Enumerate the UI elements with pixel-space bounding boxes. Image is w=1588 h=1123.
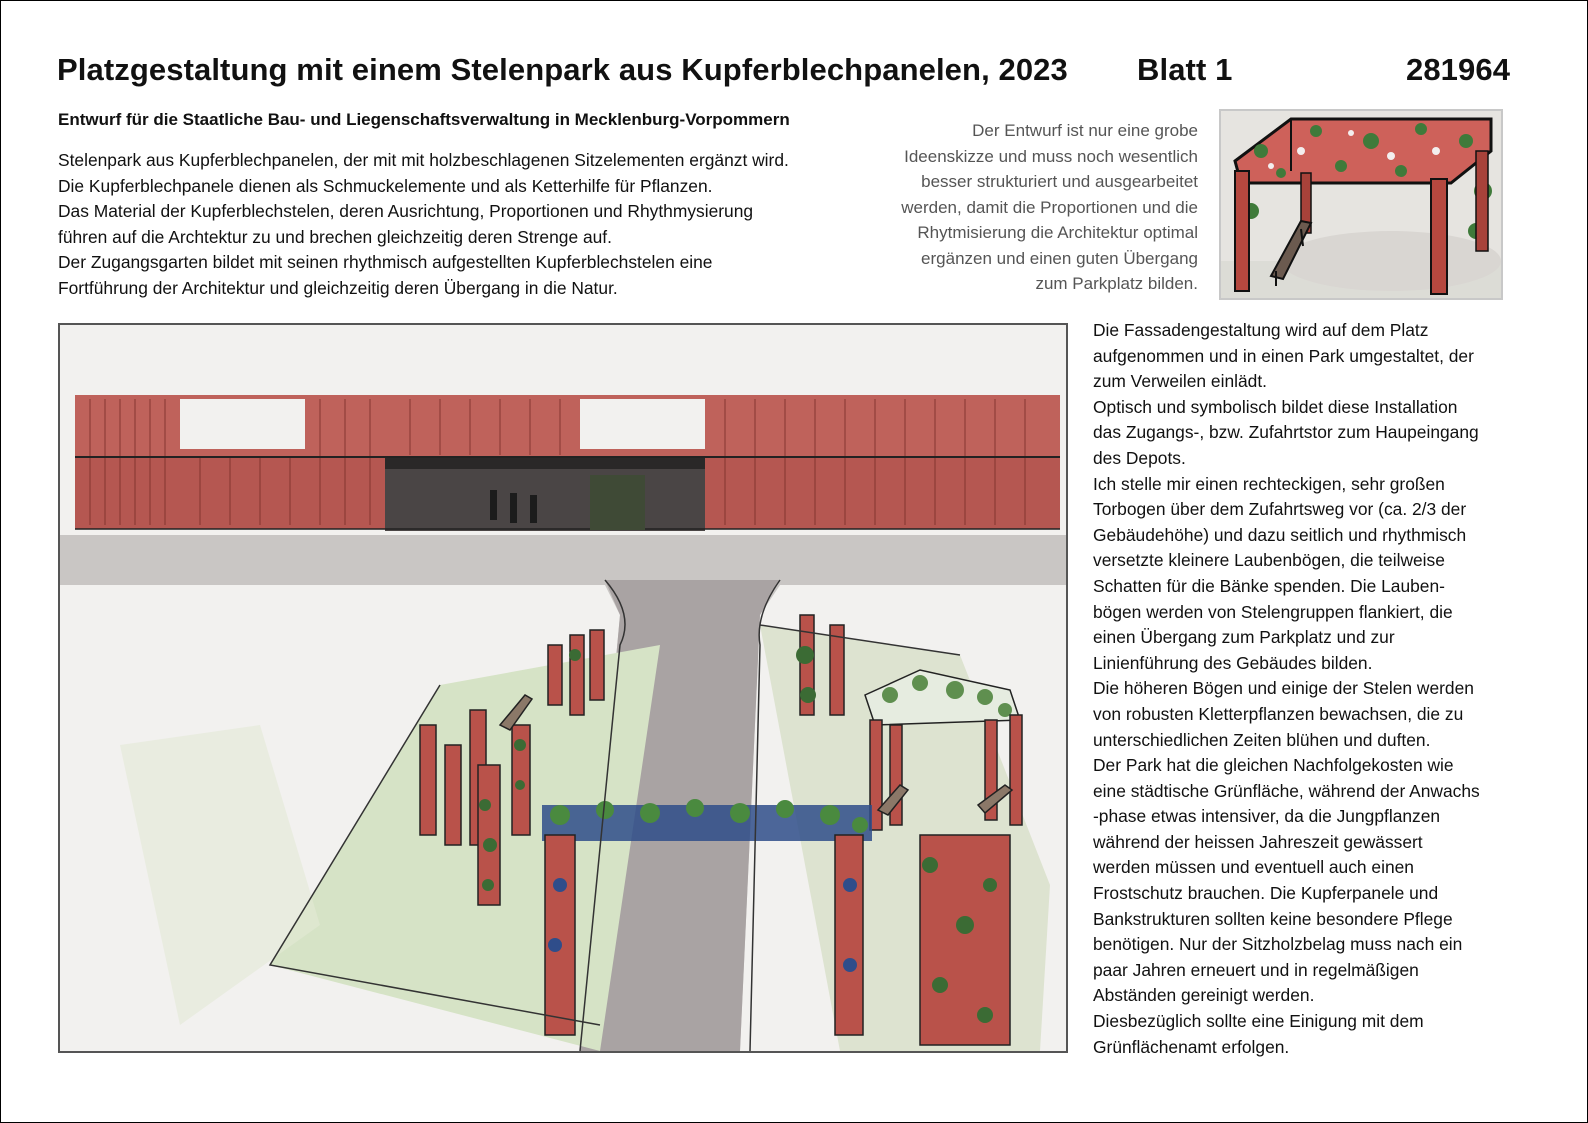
intro-line: Das Material der Kupferblechstelen, deren Ausrichtung, Proportionen und Rhythmysierung [58,201,754,222]
description-line: -phase etwas intensiver, da die Jungpflanzen [1093,806,1441,827]
description-line: paar Jahren erneuert und in regelmäßigen [1093,959,1419,980]
description-line: von robusten Kletterpflanzen bewachsen, die zu [1093,703,1464,724]
description-line: werden müssen und eventuell auch einen [1093,857,1414,878]
description-line: des Depots. [1093,447,1186,468]
description-text [1093,318,1533,1060]
intro-text [58,148,878,302]
description-line: Die höheren Bögen und einige der Stelen werden [1093,678,1474,699]
note-line: Ideenskizze und muss noch wesentlich [904,146,1198,166]
description-line: Ich stelle mir einen rechteckigen, sehr großen [1093,473,1445,494]
intro-line: Der Zugangsgarten bildet mit seinen rhythmisch aufgestellten Kupferblechstelen eine [58,252,713,273]
note-line: Der Entwurf ist nur eine grobe [972,121,1198,140]
description-line: Frostschutz brauchen. Die Kupferpanele und [1093,883,1439,904]
description-line: während der heissen Jahreszeit gewässert [1093,831,1423,852]
description-line: versetzte kleinere Laubenbögen, die teilweise [1093,550,1445,571]
description-line: Grünflächenamt erfolgen. [1093,1036,1290,1057]
note-line: besser strukturiert und ausgearbeitet [921,172,1198,191]
description-line: Der Park hat die gleichen Nachfolgekosten wie [1093,755,1454,776]
description-line: Bankstrukturen sollten keine besondere Pflege [1093,908,1453,929]
sheet-label: Blatt 1 [1137,52,1233,87]
description-line: bögen werden von Stelengruppen flankiert, die [1093,601,1453,622]
note-line: werden, damit die Proportionen und die [901,197,1198,217]
description-line: zum Verweilen einlädt. [1093,371,1267,392]
description-line: aufgenommen und in einen Park umgestaltet, der [1093,345,1474,366]
note-line: zum Parkplatz bilden. [1035,274,1198,293]
description-line: Optisch und symbolisch bildet diese Installation [1093,396,1458,417]
description-line: unterschiedlichen Zeiten blühen und duften. [1093,729,1431,750]
description-line: einen Übergang zum Parkplatz und zur [1093,627,1395,648]
document-number: 281964 [1406,52,1511,87]
description-line: Linienführung des Gebäudes bilden. [1093,652,1373,673]
description-line: Gebäudehöhe) und dazu seitlich und rhythmisch [1093,524,1467,545]
intro-line: führen auf die Archtektur zu und brechen gleichzeitig deren Strenge auf. [58,226,612,247]
intro-line: Fortführung der Architektur und gleichzeitig deren Übergang in die Natur. [58,277,618,298]
description-line: Die Fassadengestaltung wird auf dem Platz [1093,320,1429,340]
sketch-note [860,118,1198,297]
description-line: das Zugangs-, bzw. Zufahrtstor zum Haupeingang [1093,422,1479,443]
stelenpark-sketch-image [58,323,1068,1053]
subtitle: Entwurf für die Staatliche Bau- und Liegenschaftsverwaltung in Mecklenburg-Vorpommern [58,110,790,129]
intro-line: Stelenpark aus Kupferblechpanelen, der mit mit holzbeschlagenen Sitzelementen ergänzt wird. [58,150,789,170]
description-line: Torbogen über dem Zufahrtsweg vor (ca. 2/3 der [1093,499,1467,520]
description-line: eine städtische Grünfläche, während der Anwachs [1093,780,1480,801]
description-line: benötigen. Nur der Sitzholzbelag muss nach ein [1093,934,1463,955]
pergola-sketch-image [1219,109,1503,300]
description-line: Abständen gereinigt werden. [1093,985,1315,1006]
description-line: Schatten für die Bänke spenden. Die Lauben- [1093,575,1445,596]
page-title: Platzgestaltung mit einem Stelenpark aus Kupferblechpanelen, 2023 [57,52,1068,87]
description-line: Diesbezüglich sollte eine Einigung mit dem [1093,1011,1424,1032]
note-line: Rhytmisierung die Architektur optimal [917,223,1198,242]
note-line: ergänzen und einen guten Übergang [921,248,1198,268]
intro-line: Die Kupferblechpanele dienen als Schmuckelemente und als Ketterhilfe für Pflanzen. [58,175,713,196]
